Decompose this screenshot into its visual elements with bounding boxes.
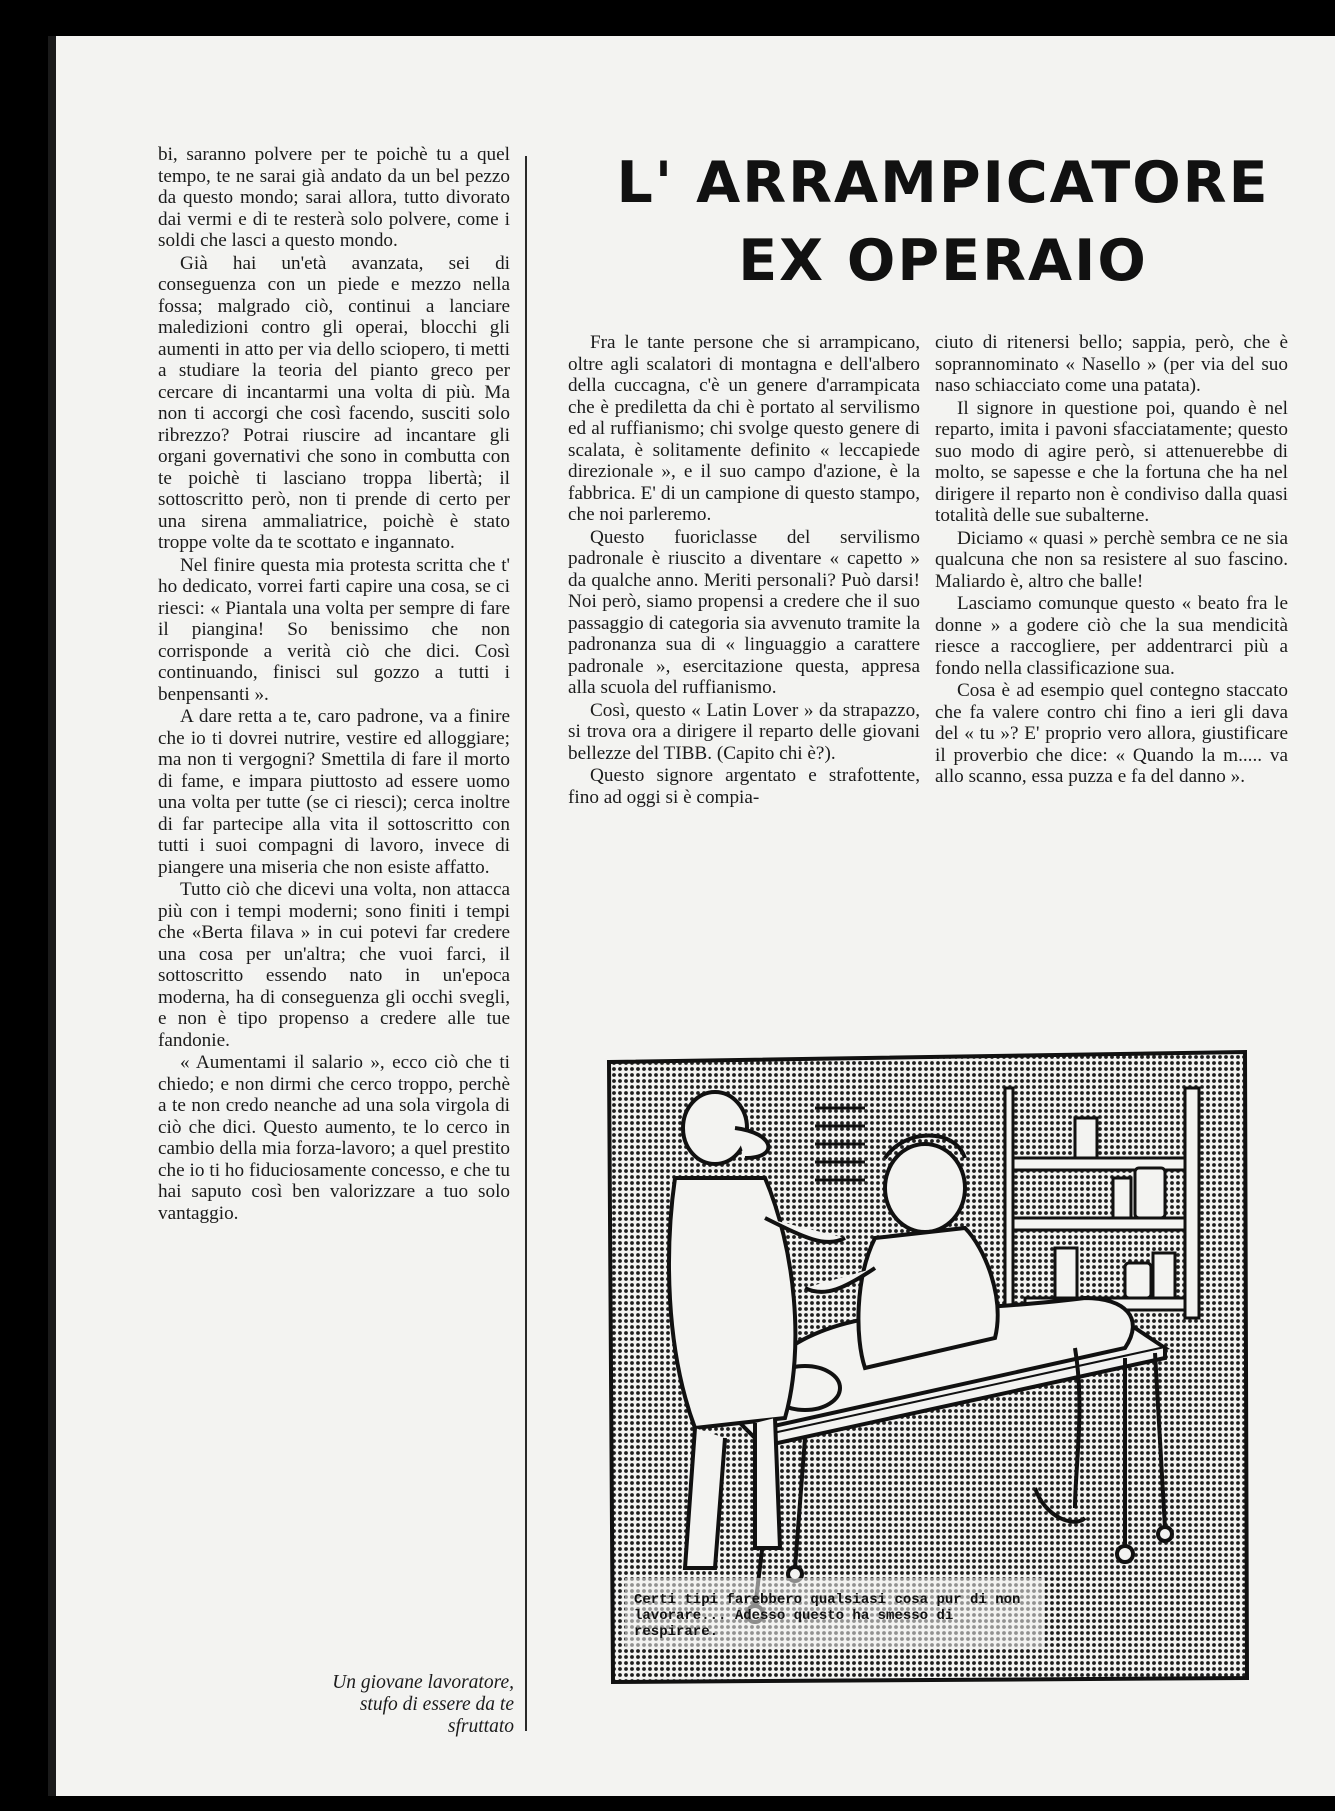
letter-paragraph: Nel finire questa mia protesta scritta che t' ho dedicato, vorrei farti capire una cosa, se ci riesci: « Piantala una volta per sempre di fare il piangina! So benissimo che non corrisponde a verità ciò che dici. Così continuando, finisci sul gozzo a tutti i benpensanti ». [158,554,510,705]
left-column-letter [158,144,510,1225]
cartoon-drawing [605,1048,1250,1686]
letter-signature [274,1672,514,1738]
article-headline [568,144,1318,300]
article-right-column [935,332,1288,789]
article-middle-column [568,332,920,809]
headline-line: L' ARRAMPICATORE [616,150,1270,216]
headline-line: EX OPERAIO [738,228,1148,294]
cartoon-caption: Certi tipi farebbero qualsiasi cosa pur di non lavorare... Adesso questo ha smesso di respirare. [634,1592,1021,1640]
signature-line: sfruttato [447,1716,514,1737]
signature-line: Un giovane lavoratore, [332,1672,514,1693]
letter-paragraph: A dare retta a te, caro padrone, va a finire che io ti dovrei nutrire, vestire ed alloggiare; ma non ti vergogni? Smettila di fare il morto di fame, e impara piuttosto ad essere uomo una volta per tutte (se ci riesci); cerca inoltre di far partecipe alla vita il sottoscritto con tutti i suoi compagni di lavoro, invece di piangere una miseria che non esiste affatto. [158,706,510,878]
article-paragraph: ciuto di ritenersi bello; sappia, però, che è soprannominato « Nasello » (per via del suo naso schiacciato come una patata). [935,332,1288,396]
letter-paragraph: bi, saranno polvere per te poichè tu a quel tempo, te ne sarai già andato da un bel pezzo da questo mondo; sarai allora, tutto divorato dai vermi e di te resterà solo polvere, come i soldi che lasci a questo mondo. [158,144,510,251]
page-binding-edge [48,36,56,1796]
letter-paragraph: Già hai un'età avanzata, sei di conseguenza con un piede e mezzo nella fossa; malgrado ciò, continui a lanciare maledizioni contro gli operai, blocchi gli aumenti in atto per via dello sciopero, ti metti a studiare la teoria del pianto greco per cercare di incantarmi una volta di più. Ma non ti accorgi che così facendo, susciti solo ribrezzo? Potrai riuscire ad incantare gli organi governativi che sono in combutta con te poichè ti lasciano troppa libertà; il sottoscritto però, non ti prende di certo per una sirena ammaliatrice, poichè è stato troppe volte da te scottato e ingannato. [158,252,510,553]
article-paragraph: Questo signore argentato e strafottente, fino ad oggi si è compia- [568,765,920,808]
signature-line: stufo di essere da te [359,1694,514,1715]
article-paragraph: Fra le tante persone che si arrampicano, oltre agli scalatori di montagna e dell'albero della cuccagna, c'è un genere d'arrampicata che è prediletta da chi è portato al servilismo ed al ruffianismo; chi svolge questo genere di scalata, è solitamente definito « leccapiede direzionale », e il suo campo d'azione, è la fabbrica. E' di un campione di questo stampo, che noi parleremo. [568,332,920,525]
article-paragraph: Questo fuoriclasse del servilismo padronale è riuscito a diventare « capetto » da qualche anno. Meriti personali? Può darsi! Noi però, siamo propensi a credere che il suo passaggio di categoria sia avvenuto tramite la padronanza sua di « linguaggio a carattere padronale », esercitazione questa, appresa alla scuola del ruffianismo. [568,526,920,698]
article-paragraph: Lasciamo comunque questo « beato fra le donne » a godere ciò che la sua mendicità riesce a raccogliere, per addentrarci più a fondo nella classificazione sua. [935,593,1288,679]
article-paragraph: Diciamo « quasi » perchè sembra ce ne sia qualcuna che non sa resistere al suo fascino. Maliardo è, altro che balle! [935,527,1288,592]
article-paragraph: Il signore in questione poi, quando è nel reparto, imita i pavoni sfacciatamente; questo suo modo di agire però, si attenuerebbe di molto, se sapesse e che la fortuna che ha nel dirigere il reparto non è condiviso dalla quasi totalità delle sue subalterne. [935,397,1288,526]
article-paragraph: Così, questo « Latin Lover » da strapazzo, si trova ora a dirigere il reparto delle giovani bellezze del TIBB. (Capito chi è?). [568,699,920,764]
letter-paragraph: Tutto ciò che dicevi una volta, non attacca più con i tempi moderni; sono finiti i tempi che «Berta filava » in cui potevi far credere una cosa per un'altra; che vuoi farci, il sottoscritto essendo nato in un'epoca moderna, ha di conseguenza gli occhi svegli, e non è tipo propenso a credere alle tue fandonie. [158,879,510,1051]
cartoon-illustration [605,1048,1250,1686]
article-paragraph: Cosa è ad esempio quel contegno staccato che fa valere contro chi fino a ieri gli dava del « tu »? E' proprio vero allora, giustificare il proverbio che dice: « Quando la m..... va allo scanno, essa puzza e fa del danno ». [935,680,1288,787]
magazine-page [48,36,1335,1796]
column-divider [525,156,527,1731]
letter-paragraph: « Aumentami il salario », ecco ciò che ti chiedo; e non dirmi che cerco troppo, perchè a te non credo neanche ad una sola virgola di ciò che dici. Questo aumento, te lo cerco in cambio della mia forza-lavoro; a quel prestito che io ti ho fiduciosamente concesso, e che tu hai saputo così ben valorizzare a tuo solo vantaggio. [158,1052,510,1224]
